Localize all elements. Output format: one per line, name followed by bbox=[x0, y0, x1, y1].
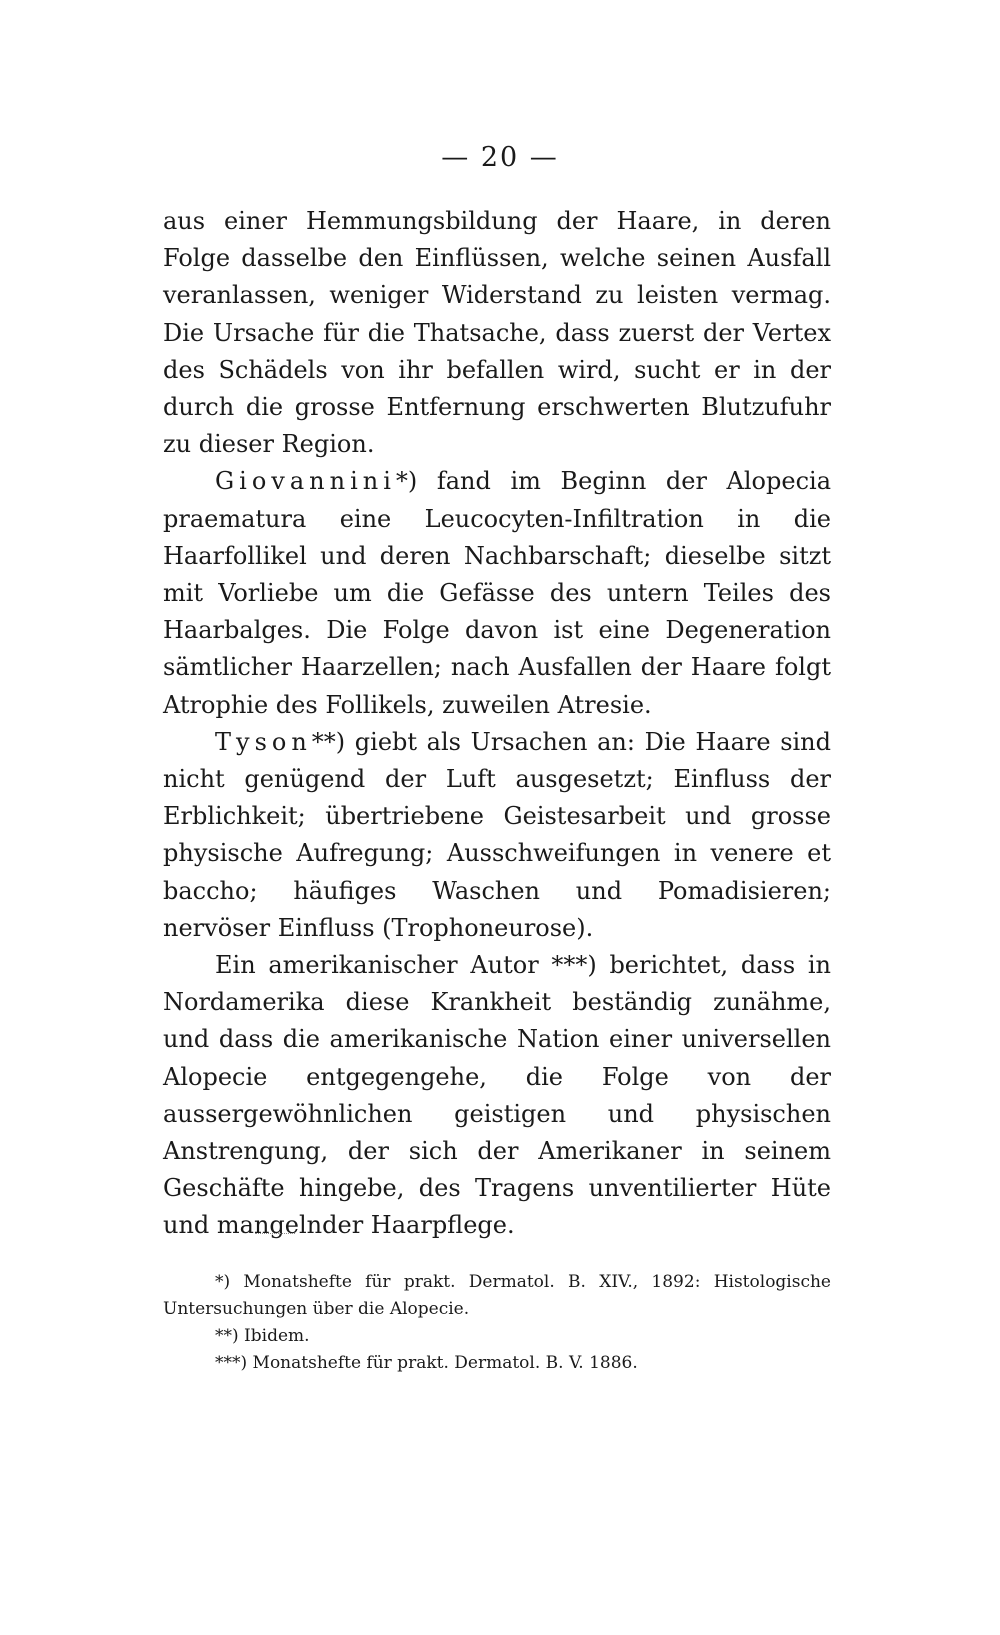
footnote-1: *) Monatshefte für prakt. Dermatol. B. XIV., 1892: Histologische Untersuchungen über die Alopecie. bbox=[163, 1272, 831, 1319]
footnote-3: ***) Monatshefte für prakt. Dermatol. B. V. 1886. bbox=[215, 1353, 638, 1373]
paragraph-4 bbox=[163, 947, 831, 1245]
footnote-divider bbox=[255, 1233, 295, 1234]
author-name-tyson: Tyson bbox=[215, 727, 312, 756]
footnotes bbox=[163, 1269, 831, 1377]
paragraph-3 bbox=[163, 724, 831, 947]
paragraph-2 bbox=[163, 463, 831, 723]
paragraph-1: aus einer Hemmungsbildung der Haare, in deren Folge dasselbe den Einflüssen, welche seinen Ausfall veranlassen, weniger Widerstand zu leisten vermag. Die Ursache für die Thatsache, dass zuerst der Vertex des Schädels von ihr befallen wird, sucht er in der durch die grosse Entfernung erschwerten Blutzufuhr zu dieser Region. bbox=[163, 207, 831, 459]
paragraph-2-text: fand im Beginn der Alopecia praematura eine Leucocyten-Infiltration in die Haarfollikel und deren Nachbarschaft; dieselbe sitzt mit Vorliebe um die Gefässe des untern Teiles des Haarbalges. Die Folge davon ist eine Degeneration sämtlicher Haarzellen; nach Ausfallen der Haare folgt Atrophie des Follikels, zuweilen Atresie. bbox=[163, 467, 831, 719]
footnote-marker-3: ***) bbox=[551, 951, 597, 980]
paragraph-4-lead: Ein amerikanischer Autor bbox=[215, 951, 552, 980]
page-number: — 20 — bbox=[441, 142, 559, 173]
footnote-2: **) Ibidem. bbox=[215, 1326, 310, 1346]
author-name-giovannini: Giovannini bbox=[215, 467, 396, 496]
footnote-marker-2: **) bbox=[311, 727, 346, 756]
body-text bbox=[163, 203, 831, 1245]
paragraph-3-text: giebt als Ursachen an: Die Haare sind nicht genügend der Luft ausgesetzt; Einfluss der Erblichkeit; übertriebene Geistesarbeit und grosse physische Aufregung; Ausschweifungen in venere et baccho; häufiges Waschen und Pomadisieren; nervöser Einfluss (Trophoneurose). bbox=[163, 727, 831, 942]
paragraph-4-text: berichtet, dass in Nordamerika diese Krankheit beständig zunähme, und dass die amerikanische Nation einer universellen Alopecie entgegengehe, die Folge von der aussergewöhnlichen geistigen und physischen Anstrengung, der sich der Amerikaner in seinem Geschäfte hingebe, des Tragens unventilierter Hüte und mangelnder Haarpflege. bbox=[163, 951, 831, 1240]
footnote-marker-1: *) bbox=[395, 467, 418, 496]
